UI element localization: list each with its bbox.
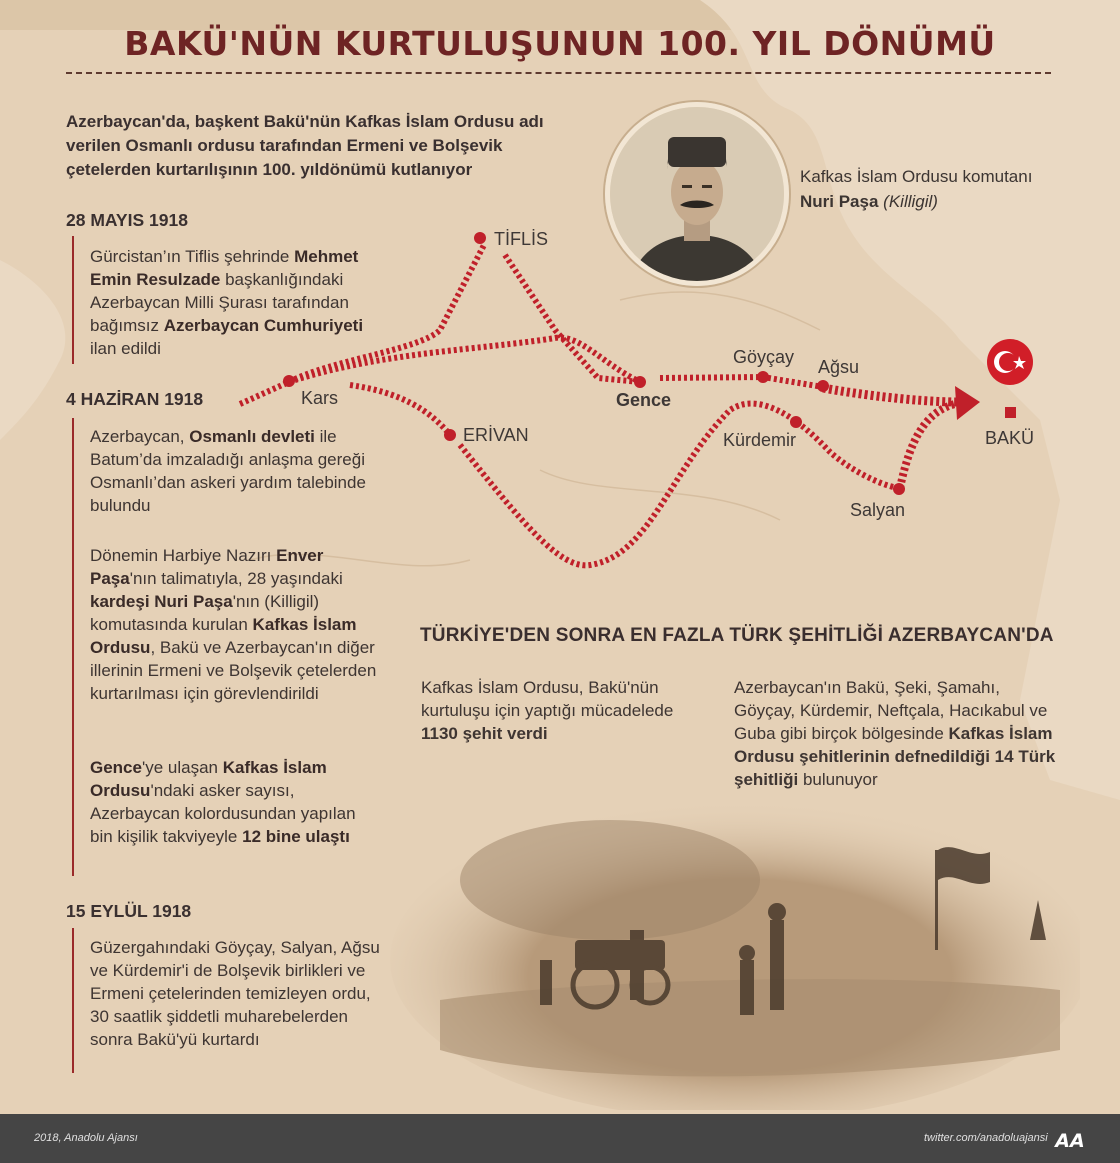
commander-name: Nuri Paşa — [800, 192, 879, 211]
commander-surname: (Killigil) — [883, 192, 938, 211]
anadolu-agency-logo-icon — [1052, 1121, 1088, 1157]
body-text: Azerbaycan, — [90, 427, 190, 446]
body-text: başkanlığındaki Azerbaycan Milli Şurası tarafından bağımsız — [90, 270, 349, 335]
city-dot-gence — [634, 376, 646, 388]
emphasis-text: kardeşi Nuri Paşa — [90, 592, 233, 611]
route-kars-gence — [289, 338, 640, 382]
city-label-tiflis: TİFLİS — [494, 229, 549, 249]
body-text: 'nın talimatıyla, 28 yaşındaki — [129, 569, 343, 588]
footer-copyright: 2018, Anadolu Ajansı — [34, 1132, 138, 1144]
route-kars-tiflis — [240, 245, 484, 404]
commander-role: Kafkas İslam Ordusu komutanı — [800, 167, 1033, 186]
turkish-flag-icon — [987, 339, 1033, 385]
martyrs-right-text — [734, 676, 1064, 791]
body-text: , Bakü ve Azerbaycan'ın diğer illerinin Ermeni ve Bolşevik çetelerden kurtarılması için görevlendirildi — [90, 638, 377, 703]
city-marker-baku — [1005, 407, 1016, 418]
city-label-kurdemir: Kürdemir — [723, 430, 797, 450]
emphasis-text: Kafkas İslam Ordusu şehitlerinin defnedildiği 14 Türk şehitliği — [734, 724, 1056, 789]
body-text: 'nın (Killigil) komutasında kurulan — [90, 592, 320, 634]
body-text: ile Batum’da imzaladığı anlaşma gereği Osmanlı’dan askeri yardım talebinde bulundu — [90, 427, 366, 515]
timeline-date-1: 28 MAYIS 1918 — [66, 210, 188, 230]
martyrdom-heading: TÜRKİYE'DEN SONRA EN FAZLA TÜRK ŞEHİTLİĞİ AZERBAYCAN'DA — [420, 625, 1054, 646]
martyrs-left-text — [421, 676, 711, 745]
city-dot-erivan — [444, 429, 456, 441]
timeline-date-3: 15 EYLÜL 1918 — [66, 901, 192, 921]
body-text: Azerbaycan'ın Bakü, Şeki, Şamahı, Göyçay, Kürdemir, Neftçala, Hacıkabul ve Guba gibi birçok bölgesinde — [734, 678, 1048, 743]
body-text: Gürcistan’ın Tiflis şehrinde — [90, 247, 295, 266]
emphasis-text: Enver Paşa — [90, 546, 324, 588]
body-text: Kafkas İslam Ordusu, Bakü'nün kurtuluşu için yaptığı mücadelede — [421, 678, 674, 720]
emphasis-text: 1130 şehit verdi — [421, 724, 548, 743]
route-main-to-baku — [823, 388, 960, 402]
city-dot-goycay — [757, 371, 769, 383]
city-label-agsu: Ağsu — [818, 357, 860, 377]
emphasis-text: Azerbaycan Cumhuriyeti — [163, 316, 364, 335]
body-text: Güzergahındaki Göyçay, Salyan, Ağsu ve Kürdemir'i de Bolşevik birlikleri ve Ermeni çetelerinden temizleyen ordu, 30 saatlik şiddetli muharebelerden sonra Bakü'yü kurtardı — [90, 938, 380, 1049]
city-label-gence: Gence — [616, 390, 672, 410]
emphasis-text: Mehmet Emin Resulzade — [90, 247, 359, 289]
timeline-date-2: 4 HAZİRAN 1918 — [66, 389, 204, 409]
historical-battle-photo — [380, 790, 1080, 1110]
city-dot-kurdemir — [790, 416, 802, 428]
body-text: bulunuyor — [798, 770, 878, 789]
city-dot-agsu — [817, 380, 829, 392]
body-text: 'ye ulaşan — [141, 758, 223, 777]
page-title: BAKÜ'NÜN KURTULUŞUNUN 100. YIL DÖNÜMÜ — [124, 24, 996, 63]
city-label-goycay: Göyçay — [733, 347, 795, 367]
city-dot-kars — [283, 375, 295, 387]
body-text: 'ndaki asker sayısı, Azerbaycan kolordusundan yapılan bin kişilik takviyeyle — [90, 781, 356, 846]
city-dot-salyan — [893, 483, 905, 495]
city-label-kars: Kars — [301, 388, 339, 408]
city-label-baku: BAKÜ — [985, 428, 1035, 448]
emphasis-text: Osmanlı devleti — [189, 427, 315, 446]
route-salyan-baku — [900, 404, 955, 488]
emphasis-text: 12 bine ulaştı — [242, 827, 350, 846]
body-text: ilan edildi — [90, 339, 161, 358]
city-label-erivan: ERİVAN — [463, 425, 529, 445]
route-kars-erivan — [350, 385, 450, 435]
route-gence-agsu — [660, 377, 823, 387]
city-dot-tiflis — [474, 232, 486, 244]
logo-text: AA — [1055, 1130, 1085, 1152]
emphasis-text: Kafkas İslam Ordusu — [90, 615, 357, 657]
emphasis-text: Kafkas İslam Ordusu — [90, 758, 327, 800]
intro-text: Azerbaycan'da, başkent Bakü'nün Kafkas İslam Ordusu adı verilen Osmanlı ordusu tarafından Ermeni ve Bolşevik çetelerden kurtarılışının 100. yıldönümü kutlanıyor — [66, 112, 544, 179]
footer-twitter-link[interactable]: twitter.com/anadoluajansi — [924, 1132, 1048, 1144]
footer-bar — [0, 1114, 1120, 1163]
body-text: Dönemin Harbiye Nazırı — [90, 546, 277, 565]
emphasis-text: Gence — [90, 758, 142, 777]
route-tiflis-gence — [505, 255, 640, 382]
route-arrowhead — [955, 386, 980, 420]
city-label-salyan: Salyan — [850, 500, 906, 520]
